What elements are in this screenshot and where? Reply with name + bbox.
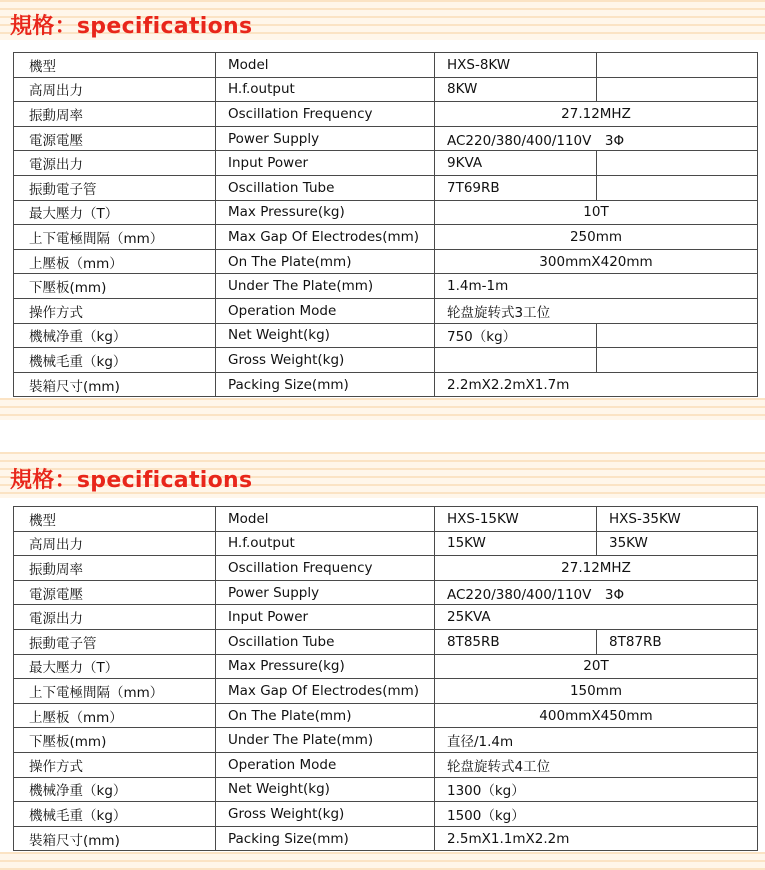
spec-row — [14, 580, 758, 605]
spec-value: 1.4m-1m — [435, 274, 758, 299]
spec-value-1: 8T85RB — [435, 629, 597, 654]
spec-label-en: Oscillation Frequency — [216, 102, 435, 127]
spec-value-2 — [597, 348, 758, 373]
spec-row — [14, 200, 758, 225]
spec-value-2: 8T87RB — [597, 629, 758, 654]
spec-table-8kw — [13, 52, 758, 397]
spec-label-cn: 上壓板（mm） — [14, 249, 216, 274]
spec-value: AC220/380/400/110V 3Φ — [435, 126, 758, 151]
spec-label-en: Under The Plate(mm) — [216, 728, 435, 753]
spec-label-cn: 電源出力 — [14, 151, 216, 176]
spec-label-en: Power Supply — [216, 126, 435, 151]
spec-label-en: H.f.output — [216, 77, 435, 102]
spec-label-cn: 電源出力 — [14, 605, 216, 630]
spec-table-15kw-35kw — [13, 506, 758, 851]
spec-label-en: Input Power — [216, 605, 435, 630]
spec-row — [14, 225, 758, 250]
spec-value-merged: 27.12MHZ — [435, 556, 758, 581]
spec-label-en: H.f.output — [216, 531, 435, 556]
spec-value-merged: 10T — [435, 200, 758, 225]
spec-label-en: Oscillation Tube — [216, 629, 435, 654]
spec-row — [14, 605, 758, 630]
spec-value-merged: 150mm — [435, 679, 758, 704]
spec-value: AC220/380/400/110V 3Φ — [435, 580, 758, 605]
spec-value: 直径/1.4m — [435, 728, 758, 753]
spec-value: 轮盘旋转式4工位 — [435, 752, 758, 777]
spec-value-merged: 400mmX450mm — [435, 703, 758, 728]
spec-row — [14, 752, 758, 777]
spec-label-cn: 機械毛重（kg） — [14, 348, 216, 373]
spec-row — [14, 53, 758, 78]
spec-value: 1500（kg） — [435, 802, 758, 827]
spec-label-cn: 上下電極間隔（mm） — [14, 679, 216, 704]
spec-label-cn: 機械净重（kg） — [14, 323, 216, 348]
spec-label-cn: 上壓板（mm） — [14, 703, 216, 728]
spec-row — [14, 654, 758, 679]
spec-value-2 — [597, 151, 758, 176]
background-stripes-2 — [0, 398, 765, 420]
spec-label-cn: 振動周率 — [14, 102, 216, 127]
spec-label-en: Oscillation Frequency — [216, 556, 435, 581]
spec-label-cn: 機械毛重（kg） — [14, 802, 216, 827]
spec-label-en: Packing Size(mm) — [216, 372, 435, 397]
spec-value-1: 15KW — [435, 531, 597, 556]
spec-label-en: Under The Plate(mm) — [216, 274, 435, 299]
spec-row — [14, 777, 758, 802]
spec-label-cn: 上下電極間隔（mm） — [14, 225, 216, 250]
spec-label-cn: 高周出力 — [14, 531, 216, 556]
spec-value-2 — [597, 53, 758, 78]
spec-row — [14, 531, 758, 556]
spec-label-en: Operation Mode — [216, 298, 435, 323]
spec-value: 25KVA — [435, 605, 758, 630]
spec-label-en: Max Gap Of Electrodes(mm) — [216, 679, 435, 704]
spec-label-cn: 最大壓力（T） — [14, 654, 216, 679]
spec-label-en: Input Power — [216, 151, 435, 176]
spec-label-cn: 振動周率 — [14, 556, 216, 581]
spec-row — [14, 629, 758, 654]
section-title-1: 規格：specifications — [10, 14, 253, 39]
spec-label-en: Packing Size(mm) — [216, 826, 435, 851]
spec-row — [14, 249, 758, 274]
spec-row — [14, 728, 758, 753]
spec-row — [14, 802, 758, 827]
spec-label-en: On The Plate(mm) — [216, 249, 435, 274]
spec-label-en: Net Weight(kg) — [216, 323, 435, 348]
spec-value-1: HXS-8KW — [435, 53, 597, 78]
spec-value-2 — [597, 77, 758, 102]
spec-row — [14, 348, 758, 373]
spec-value: 2.2mX2.2mX1.7m — [435, 372, 758, 397]
spec-value-1: HXS-15KW — [435, 507, 597, 532]
spec-label-cn: 機械净重（kg） — [14, 777, 216, 802]
spec-row — [14, 77, 758, 102]
spec-row — [14, 703, 758, 728]
spec-label-en: Model — [216, 53, 435, 78]
spec-value-2 — [597, 323, 758, 348]
spec-row — [14, 151, 758, 176]
spec-label-cn: 高周出力 — [14, 77, 216, 102]
spec-value-1: 8KW — [435, 77, 597, 102]
spec-value-1: 7T69RB — [435, 175, 597, 200]
spec-label-cn: 操作方式 — [14, 752, 216, 777]
spec-row — [14, 372, 758, 397]
spec-label-en: Net Weight(kg) — [216, 777, 435, 802]
spec-value-1: 750（kg） — [435, 323, 597, 348]
spec-label-cn: 電源電壓 — [14, 126, 216, 151]
spec-label-cn: 機型 — [14, 53, 216, 78]
spec-row — [14, 298, 758, 323]
spec-label-en: Gross Weight(kg) — [216, 348, 435, 373]
spec-row — [14, 507, 758, 532]
spec-label-cn: 下壓板(mm) — [14, 274, 216, 299]
spec-label-cn: 裝箱尺寸(mm) — [14, 826, 216, 851]
spec-row — [14, 126, 758, 151]
spec-value-1 — [435, 348, 597, 373]
spec-value-2: 35KW — [597, 531, 758, 556]
spec-value-merged: 27.12MHZ — [435, 102, 758, 127]
spec-value: 2.5mX1.1mX2.2m — [435, 826, 758, 851]
spec-value-1: 9KVA — [435, 151, 597, 176]
spec-label-cn: 操作方式 — [14, 298, 216, 323]
spec-label-en: Operation Mode — [216, 752, 435, 777]
spec-row — [14, 679, 758, 704]
spec-label-en: Max Pressure(kg) — [216, 654, 435, 679]
spec-value-merged: 250mm — [435, 225, 758, 250]
spec-row — [14, 826, 758, 851]
spec-value: 轮盘旋转式3工位 — [435, 298, 758, 323]
spec-label-cn: 機型 — [14, 507, 216, 532]
spec-label-cn: 下壓板(mm) — [14, 728, 216, 753]
background-stripes-4 — [0, 852, 765, 870]
spec-value-2: HXS-35KW — [597, 507, 758, 532]
section-title-2: 規格：specifications — [10, 468, 253, 493]
spec-value-merged: 20T — [435, 654, 758, 679]
spec-row — [14, 175, 758, 200]
spec-row — [14, 323, 758, 348]
spec-label-en: Model — [216, 507, 435, 532]
spec-label-en: Gross Weight(kg) — [216, 802, 435, 827]
spec-label-en: Max Gap Of Electrodes(mm) — [216, 225, 435, 250]
spec-label-en: Oscillation Tube — [216, 175, 435, 200]
spec-value-2 — [597, 175, 758, 200]
spec-label-en: On The Plate(mm) — [216, 703, 435, 728]
spec-label-en: Power Supply — [216, 580, 435, 605]
spec-value: 1300（kg） — [435, 777, 758, 802]
spec-value-merged: 300mmX420mm — [435, 249, 758, 274]
spec-row — [14, 102, 758, 127]
spec-label-cn: 裝箱尺寸(mm) — [14, 372, 216, 397]
spec-row — [14, 556, 758, 581]
spec-label-cn: 電源電壓 — [14, 580, 216, 605]
spec-label-cn: 振動電子管 — [14, 175, 216, 200]
spec-label-cn: 最大壓力（T） — [14, 200, 216, 225]
spec-label-en: Max Pressure(kg) — [216, 200, 435, 225]
spec-row — [14, 274, 758, 299]
spec-label-cn: 振動電子管 — [14, 629, 216, 654]
